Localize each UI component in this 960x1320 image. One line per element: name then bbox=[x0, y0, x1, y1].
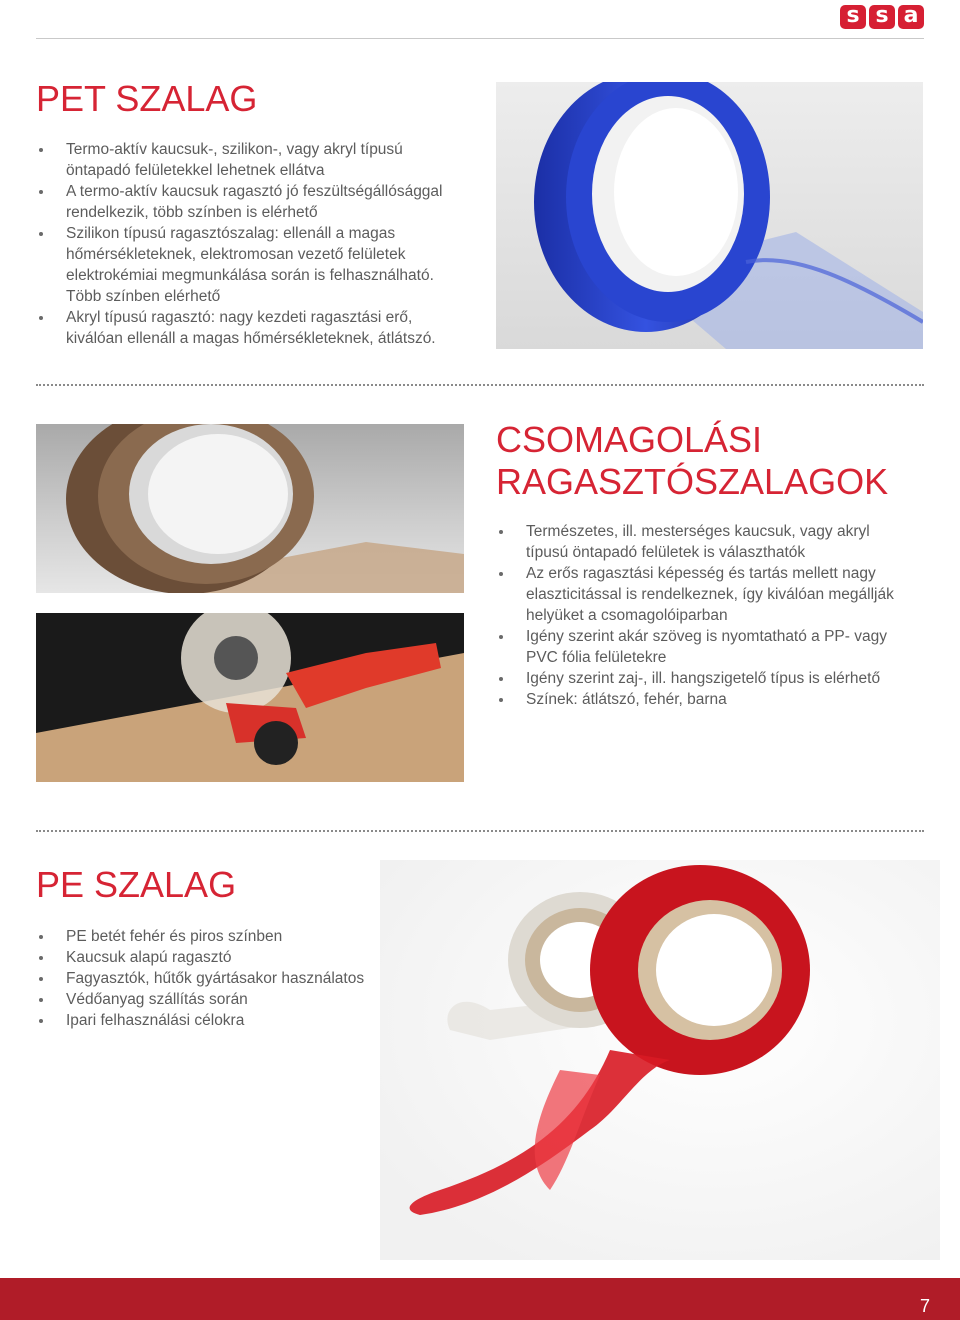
csomag-list bbox=[496, 521, 926, 710]
pe-tape-rolls-icon bbox=[380, 860, 940, 1260]
list-item: Természetes, ill. mesterséges kaucsuk, vagy akryl bbox=[496, 521, 926, 542]
pe-tapes-photo bbox=[380, 860, 940, 1260]
list-item: öntapadó felületekkel lehetnek ellátva bbox=[66, 162, 325, 179]
brown-tape-photo bbox=[36, 424, 464, 593]
logo-letter: s bbox=[869, 5, 895, 29]
list-item: Akryl típusú ragasztó: nagy kezdeti ragasztási erő, bbox=[36, 307, 486, 328]
brown-tape-roll-icon bbox=[36, 424, 464, 593]
tape-dispenser-icon bbox=[36, 613, 464, 782]
list-item: A termo-aktív kaucsuk ragasztó jó feszültségállósággal bbox=[36, 181, 486, 202]
list-item: kiválóan ellenáll a magas hőmérsékleteknek, átlátszó. bbox=[66, 330, 436, 347]
csomag-title-line1: CSOMAGOLÁSI bbox=[496, 419, 763, 460]
list-item: Kaucsuk alapú ragasztó bbox=[36, 947, 456, 968]
blue-tape-roll-icon bbox=[496, 82, 923, 349]
csomag-title-line2: RAGASZTÓSZALAGOK bbox=[496, 461, 889, 502]
list-item: Az erős ragasztási képesség és tartás mellett nagy bbox=[496, 563, 926, 584]
brand-logo bbox=[840, 5, 924, 31]
list-item: Ipari felhasználási célokra bbox=[36, 1010, 456, 1031]
page-number: 7 bbox=[919, 1296, 930, 1316]
footer-bar bbox=[0, 1278, 960, 1320]
pet-list bbox=[36, 139, 486, 349]
list-item: PE betét fehér és piros színben bbox=[36, 926, 456, 947]
list-item: Szilikon típusú ragasztószalag: ellenáll a magas bbox=[36, 223, 486, 244]
list-item: hőmérsékleteknek, elektromosan vezető felületek bbox=[66, 246, 406, 263]
list-item: Fagyasztók, hűtők gyártásakor használatos bbox=[36, 968, 456, 989]
list-item: elaszticitással is rendelkeznek, így kiválóan megállják bbox=[526, 586, 894, 603]
list-item: Több színben elérhető bbox=[66, 288, 221, 305]
section-divider bbox=[36, 384, 924, 386]
pet-title: PET SZALAG bbox=[36, 78, 258, 119]
list-item: Igény szerint zaj-, ill. hangszigetelő típus is elérhető bbox=[496, 668, 926, 689]
logo-letter: s bbox=[840, 5, 866, 29]
list-item: Színek: átlátszó, fehér, barna bbox=[496, 689, 926, 710]
pe-title: PE SZALAG bbox=[36, 864, 237, 905]
list-item: Termo-aktív kaucsuk-, szilikon-, vagy akryl típusú bbox=[36, 139, 486, 160]
logo-letter: a bbox=[898, 5, 924, 29]
list-item: rendelkezik, több színben is elérhető bbox=[66, 204, 318, 221]
list-item: PVC fólia felületekre bbox=[526, 649, 667, 666]
header-divider bbox=[36, 38, 924, 39]
tape-dispenser-photo bbox=[36, 613, 464, 782]
blue-tape-photo bbox=[496, 82, 923, 349]
list-item: típusú öntapadó felületek is választhatók bbox=[526, 544, 806, 561]
list-item: elektrokémiai megmunkálása során is felhasználható. bbox=[66, 267, 434, 284]
section-divider bbox=[36, 830, 924, 832]
list-item: helyüket a csomagolóiparban bbox=[526, 607, 728, 624]
list-item: Védőanyag szállítás során bbox=[36, 989, 456, 1010]
list-item: Igény szerint akár szöveg is nyomtatható a PP- vagy bbox=[496, 626, 926, 647]
